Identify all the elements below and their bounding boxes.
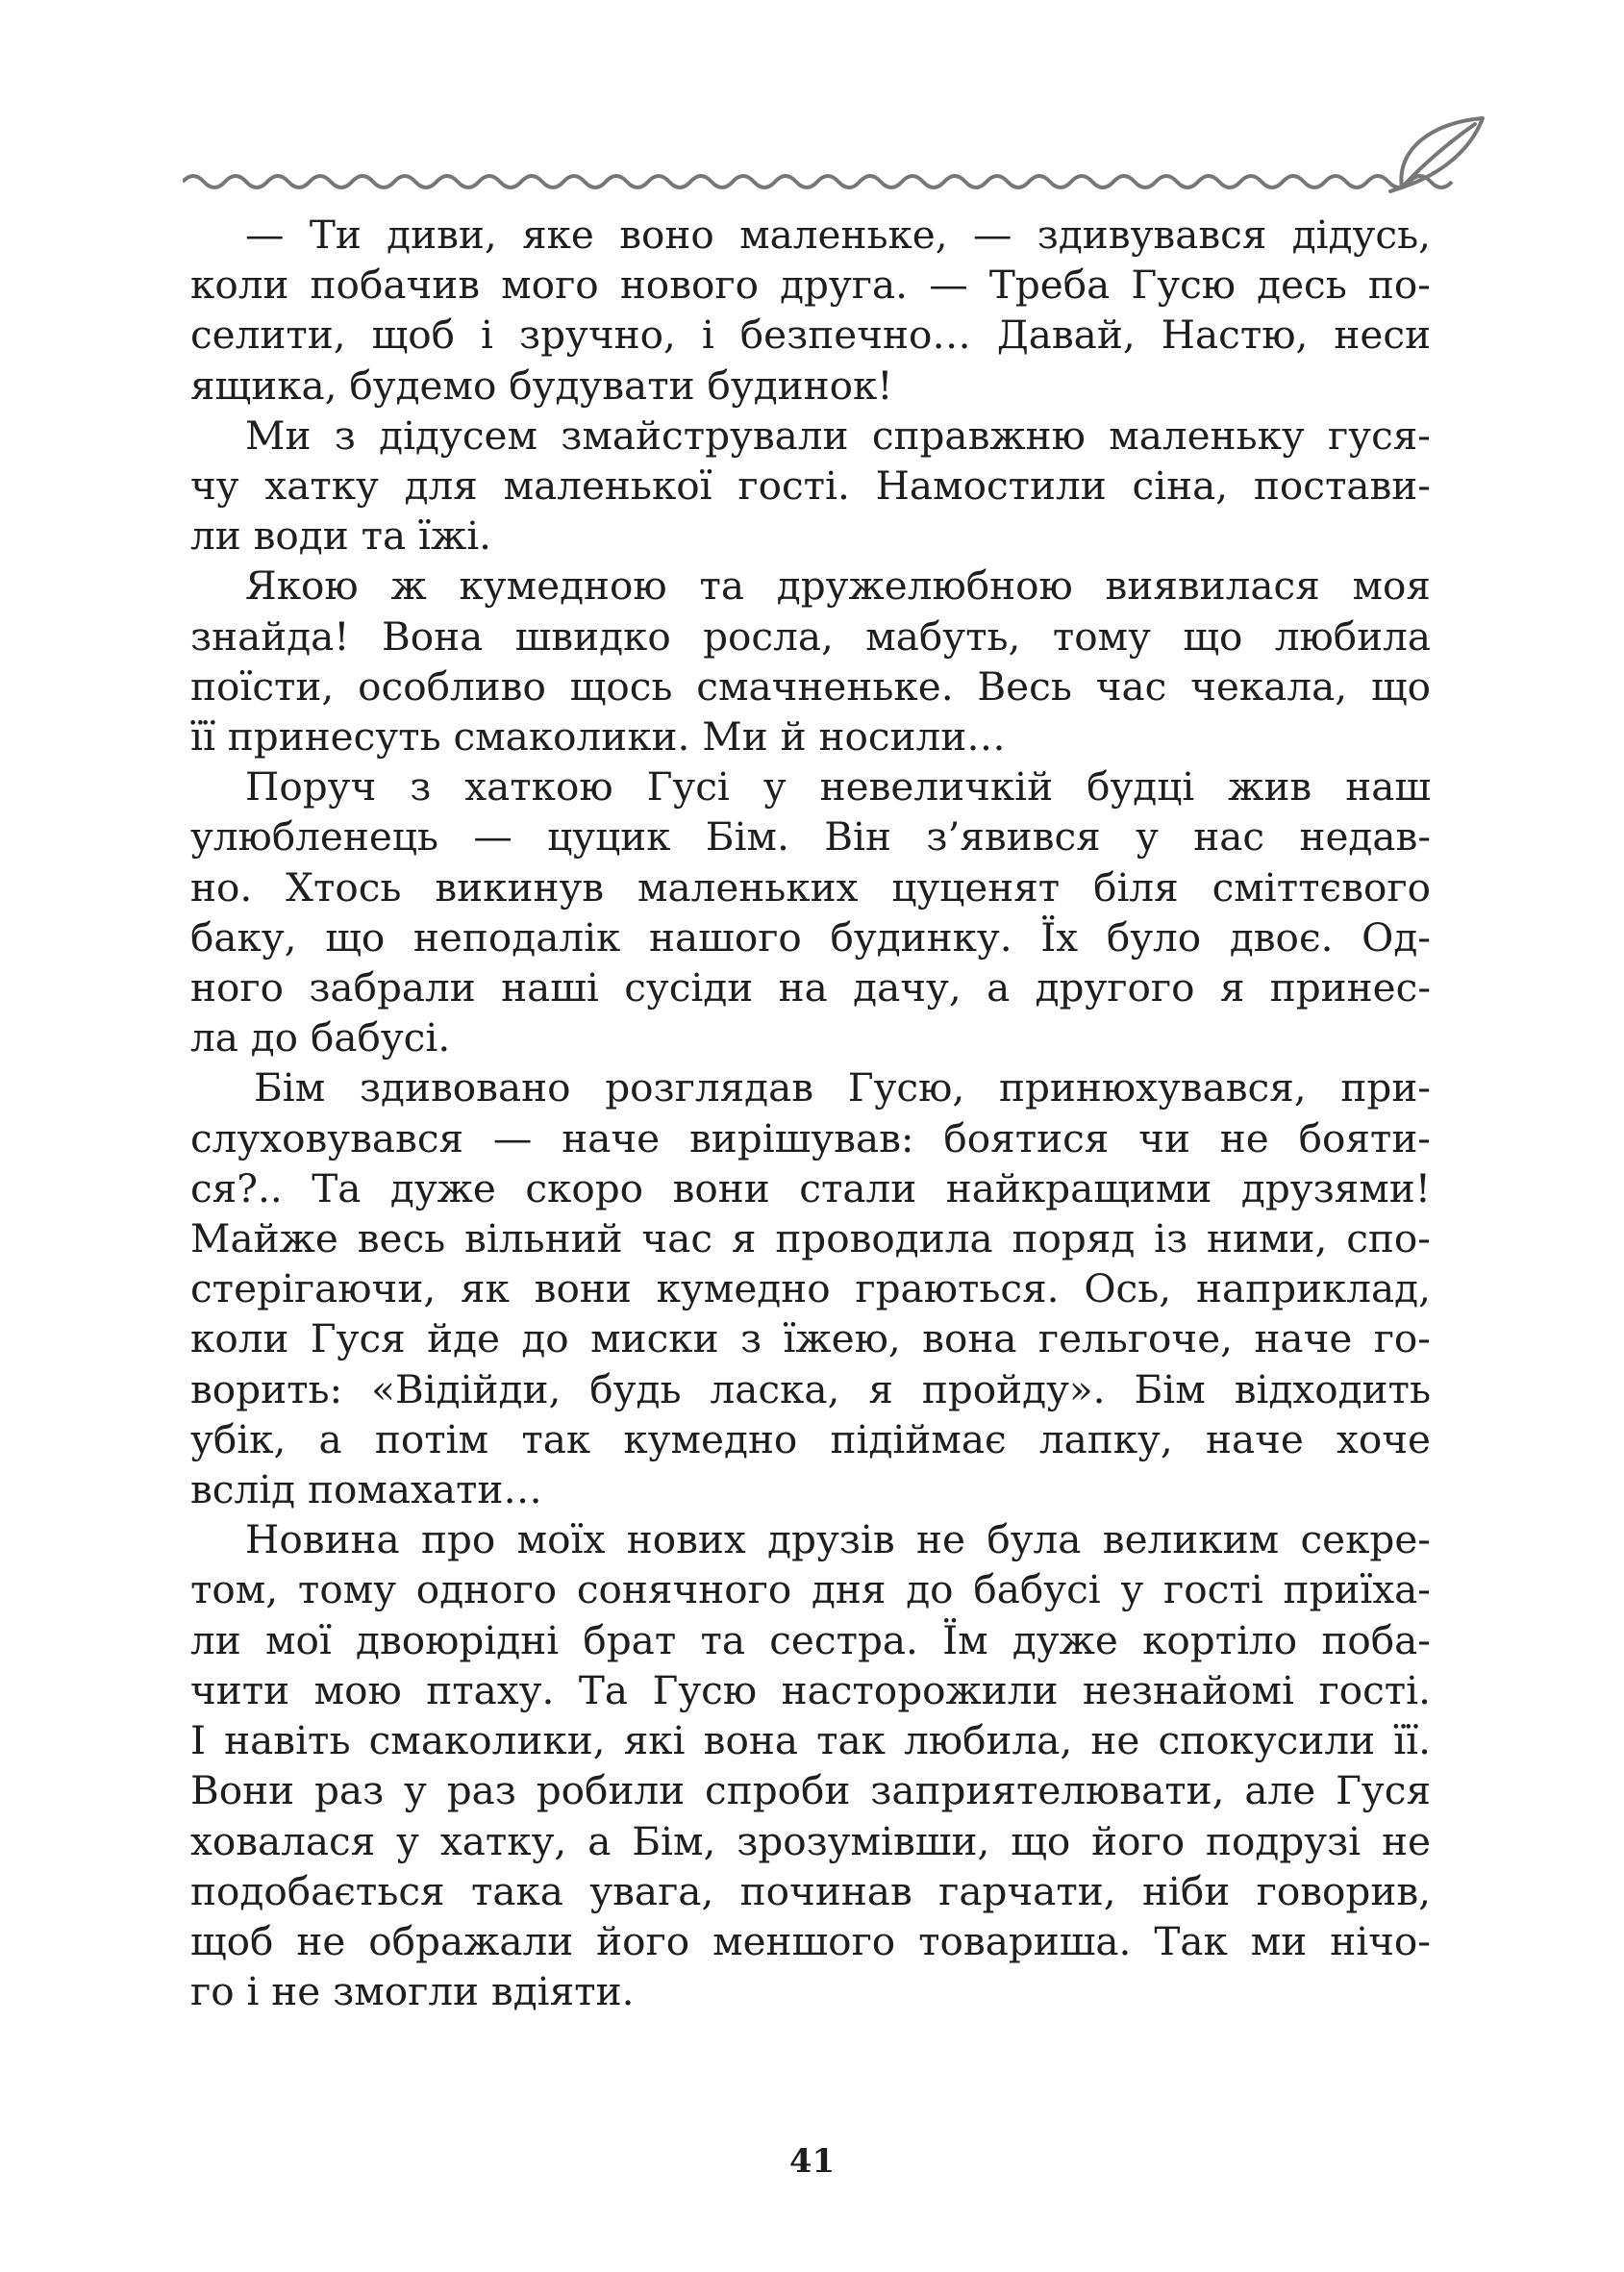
text-line: І навіть смаколики, які вона так любила, не спокусили її.	[190, 1717, 1431, 1764]
text-line: ящика, будемо будувати будинок!	[190, 362, 893, 409]
text-line: селити, щоб і зручно, і безпечно… Давай, Настю, неси	[190, 312, 1431, 359]
text-line: ного забрали наші сусіди на дачу, а другого я принес-	[190, 964, 1431, 1011]
text-line: том, тому одного сонячного дня до бабусі у гості приїха-	[190, 1566, 1431, 1613]
text-line: Майже весь вільний час я проводила поряд із ними, спо-	[190, 1215, 1431, 1262]
header-ornament	[183, 111, 1490, 197]
text-line: улюбленець — цуцик Бім. Він з’явився у нас недав-	[190, 813, 1431, 861]
text-line: ся?.. Та дуже скоро вони стали найкращими друзями!	[190, 1164, 1431, 1211]
text-line: го і не змогли вдіяти.	[190, 1968, 635, 2015]
feather-quill-icon	[1390, 118, 1483, 191]
text-line: коли побачив мого нового друга. — Треба Гусю десь по-	[190, 262, 1431, 309]
text-line: ли мої двоюрідні брат та сестра. Їм дуже кортіло поба-	[190, 1616, 1431, 1663]
text-line: Вони раз у раз робили спроби заприятелювати, але Гуся	[190, 1767, 1431, 1814]
text-line: чити мою птаху. Та Гусю насторожили незнайомі гості.	[190, 1666, 1431, 1713]
text-line: Ми з дідусем змайстрували справжню маленьку гуся-	[245, 412, 1431, 459]
text-line: убік, а потім так кумедно підіймає лапку, наче хоче	[190, 1415, 1431, 1462]
text-line: знайда! Вона швидко росла, мабуть, тому що любила	[190, 612, 1431, 660]
text-line: її принесуть смаколики. Ми й носили…	[190, 713, 1006, 761]
text-line: чу хатку для маленької гості. Намостили сіна, постави-	[190, 462, 1431, 510]
text-line: Поруч з хаткою Гусі у невеличкій будці жив наш	[245, 763, 1431, 811]
text-line: Якою ж кумедною та дружелюбною виявилася моя	[245, 562, 1431, 610]
page-number: 41	[788, 2142, 836, 2181]
text-line: Бім здивовано розглядав Гусю, принюхувався, при-	[254, 1064, 1431, 1111]
text-line: щоб не ображали його меншого товариша. Так ми нічо-	[190, 1917, 1431, 1964]
text-line: Новина про моїх нових друзів не була великим секре-	[245, 1516, 1431, 1563]
text-line: — Ти диви, яке воно маленьке, — здивувався дідусь,	[245, 212, 1431, 258]
text-line: вслід помахати…	[190, 1466, 542, 1513]
text-line: коли Гуся йде до миски з їжею, вона гельгоче, наче го-	[190, 1315, 1431, 1362]
text-line: ховалася у хатку, а Бім, зрозумівши, що його подрузі не	[190, 1817, 1431, 1864]
text-line: стерігаючи, як вони кумедно граються. Ось, наприклад,	[190, 1265, 1431, 1312]
text-line: поїсти, особливо щось смачненьке. Весь час чекала, що	[190, 662, 1431, 710]
text-line: ворить: «Відійди, будь ласка, я пройду». Бім відходить	[190, 1365, 1431, 1412]
text-line: ли води та їжі.	[190, 512, 492, 560]
text-line: ла до бабусі.	[190, 1014, 451, 1061]
text-line: слуховувався — наче вирішував: боятися чи не бояти-	[190, 1114, 1431, 1161]
text-line: но. Хтось викинув маленьких цуценят біля сміттєвого	[190, 863, 1431, 911]
wavy-divider-line	[183, 176, 1452, 187]
text-line: баку, що неподалік нашого будинку. Їх було двоє. Од-	[190, 913, 1431, 961]
body-text	[190, 210, 1431, 2016]
text-line: подобається така увага, починав гарчати, ніби говорив,	[190, 1867, 1431, 1914]
